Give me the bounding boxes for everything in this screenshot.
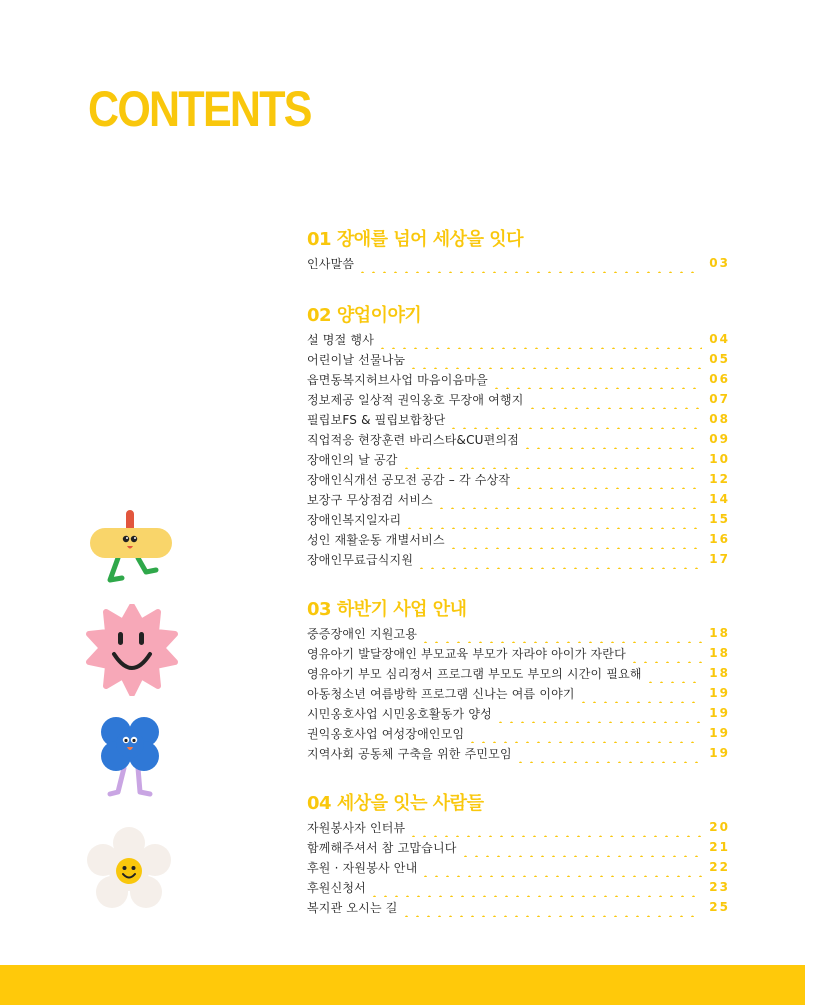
entry-title: 시민옹호사업 시민옹호활동가 양성 [307,706,492,721]
blue-flower-character-icon [98,714,164,798]
page-number: 19 [709,686,730,700]
entry-title: 성인 재활운동 개별서비스 [307,532,445,547]
entry-title: 영유아기 부모 심리정서 프로그램 부모도 부모의 시간이 필요해 [307,666,642,681]
entry-title: 필립보FS & 필립보합창단 [307,412,446,427]
dot-leader [408,349,702,369]
toc-entry[interactable] [307,837,730,857]
toc-entry[interactable] [307,817,730,837]
white-daisy-smiley-icon [86,826,172,916]
entry-title: 정보제공 일상적 권익옹호 무장애 여행지 [307,392,524,407]
dot-leader [357,253,702,273]
dot-leader [578,683,702,703]
toc-section-04 [307,791,730,917]
entry-title: 후원 · 자원봉사 안내 [307,860,418,875]
toc-section-01 [307,227,730,273]
entry-title: 영유아기 발달장애인 부모교육 부모가 자라야 아이가 자란다 [307,646,626,661]
entry-title: 지역사회 공동체 구축을 위한 주민모임 [307,746,512,761]
dot-leader [448,529,702,549]
toc-entry[interactable] [307,529,730,549]
entry-title: 중증장애인 지원고용 [307,626,418,641]
page-number: 20 [709,820,730,834]
entry-title: 장애인의 날 공감 [307,452,398,467]
page-number: 12 [709,472,730,486]
toc-entry[interactable] [307,389,730,409]
toc-entry[interactable] [307,489,730,509]
toc-entry[interactable] [307,349,730,369]
dot-leader [467,723,702,743]
dot-leader [377,329,702,349]
toc-entry[interactable] [307,429,730,449]
page-number: 17 [709,552,730,566]
toc-entry[interactable] [307,253,730,273]
page-number: 09 [709,432,730,446]
dot-leader [448,409,702,429]
page-number: 04 [709,332,730,346]
dot-leader [491,369,702,389]
page-number: 05 [709,352,730,366]
page-number: 08 [709,412,730,426]
dot-leader [513,469,702,489]
page-title: CONTENTS [88,81,311,137]
section-title: 02 양업이야기 [307,305,422,326]
entry-title: 어린이날 선물나눔 [307,352,406,367]
dot-leader [460,837,702,857]
toc-entry[interactable] [307,877,730,897]
dot-leader [401,449,702,469]
toc-section-02 [307,303,730,569]
page-number: 19 [709,726,730,740]
entry-title: 인사말씀 [307,256,355,271]
toc-entry[interactable] [307,743,730,763]
entry-title: 후원신청서 [307,880,366,895]
dot-leader [420,623,702,643]
dot-leader [408,817,702,837]
footer-bar [0,965,805,1005]
toc-entry[interactable] [307,897,730,917]
entry-title: 장애인복지일자리 [307,512,402,527]
page-number: 14 [709,492,730,506]
dot-leader [522,429,702,449]
table-of-contents [307,227,730,917]
entry-title: 보장구 무상점검 서비스 [307,492,433,507]
toc-entry[interactable] [307,329,730,349]
toc-entry[interactable] [307,509,730,529]
entry-title: 자원봉사자 인터뷰 [307,820,406,835]
page-number: 21 [709,840,730,854]
page-number: 15 [709,512,730,526]
page-number: 19 [709,746,730,760]
page-number: 18 [709,646,730,660]
page-number: 10 [709,452,730,466]
dot-leader [420,857,702,877]
pink-sun-smiley-icon [86,604,178,696]
entry-title: 함께해주셔서 참 고맙습니다 [307,840,457,855]
toc-entry[interactable] [307,449,730,469]
entry-title: 아동청소년 여름방학 프로그램 신나는 여름 이야기 [307,686,575,701]
section-title: 04 세상을 잇는 사람들 [307,793,484,814]
entry-title: 직업적응 현장훈련 바리스타&CU편의점 [307,432,520,447]
toc-section-03 [307,597,730,763]
page-number: 03 [709,256,730,270]
page-number: 18 [709,626,730,640]
toc-entry[interactable] [307,623,730,643]
toc-entry[interactable] [307,857,730,877]
page-number: 25 [709,900,730,914]
toc-entry[interactable] [307,703,730,723]
entry-title: 장애인무료급식지원 [307,552,414,567]
dot-leader [401,897,702,917]
toc-entry[interactable] [307,663,730,683]
page-number: 16 [709,532,730,546]
dot-leader [515,743,702,763]
entry-title: 권익옹호사업 여성장애인모임 [307,726,465,741]
dot-leader [645,663,702,683]
toc-entry[interactable] [307,369,730,389]
page-number: 18 [709,666,730,680]
dot-leader [527,389,702,409]
dot-leader [495,703,702,723]
entry-title: 읍면동복지허브사업 마음이음마을 [307,372,488,387]
toc-entry[interactable] [307,469,730,489]
entry-title: 설 명절 행사 [307,332,374,347]
dot-leader [436,489,702,509]
bandage-character-icon [88,506,178,586]
section-title: 01 장애를 넘어 세상을 잇다 [307,229,523,250]
page-number: 23 [709,880,730,894]
page-number: 07 [709,392,730,406]
toc-entry[interactable] [307,643,730,663]
section-title: 03 하반기 사업 안내 [307,599,467,620]
toc-entry[interactable] [307,683,730,703]
dot-leader [404,509,702,529]
entry-title: 복지관 오시는 길 [307,900,398,915]
toc-entry[interactable] [307,409,730,429]
dot-leader [416,549,702,569]
toc-entry[interactable] [307,549,730,569]
dot-leader [629,643,702,663]
page-number: 06 [709,372,730,386]
page-number: 22 [709,860,730,874]
entry-title: 장애인식개선 공모전 공감 – 각 수상작 [307,472,511,487]
page-number: 19 [709,706,730,720]
toc-entry[interactable] [307,723,730,743]
dot-leader [369,877,702,897]
